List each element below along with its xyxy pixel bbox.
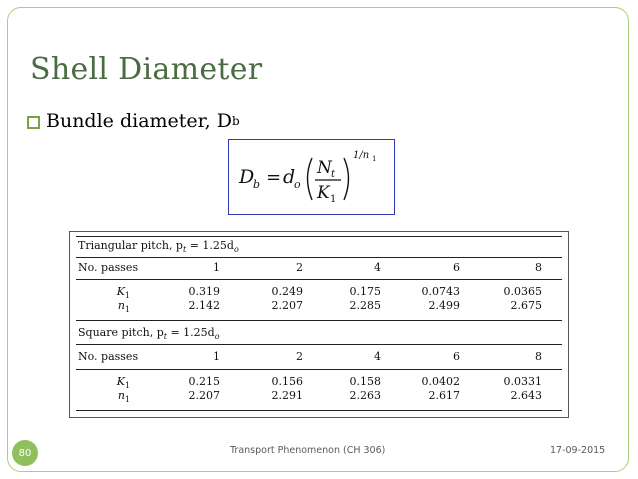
section-heading-tail-sub: o xyxy=(233,245,239,255)
right-paren xyxy=(344,158,349,200)
formula-equals: = xyxy=(266,167,282,188)
passes-cell: 2 xyxy=(296,261,303,274)
footer-course: Transport Phenomenon (CH 306) xyxy=(230,445,386,456)
formula-denominator-sub: 1 xyxy=(330,194,337,205)
k1-cell: 0.0331 xyxy=(503,375,542,388)
formula-d: d xyxy=(283,166,296,188)
section-heading-tail: = 1.25d xyxy=(166,326,215,339)
bundle-diameter-formula xyxy=(228,139,395,215)
n1-label: $n_1$ xyxy=(117,389,130,405)
passes-label: No. passes xyxy=(78,350,139,363)
k1-cell: 0.0365 xyxy=(503,285,542,298)
passes-cell: 1 xyxy=(213,261,220,274)
passes-cell: 2 xyxy=(296,350,303,363)
formula-graphic xyxy=(229,140,393,213)
section-heading-sub: t xyxy=(163,332,167,342)
table-rule xyxy=(76,369,562,370)
k1-label: $K_1$ xyxy=(116,375,130,391)
passes-row xyxy=(78,350,560,363)
passes-cell: 6 xyxy=(453,350,460,363)
section-heading-tail-sub: o xyxy=(214,332,220,342)
formula-denominator: K xyxy=(317,183,330,203)
passes-cell: 4 xyxy=(374,261,381,274)
k1-cell: 0.215 xyxy=(188,375,220,388)
table-rule xyxy=(76,279,562,280)
passes-row xyxy=(78,261,560,274)
formula-numerator-sub: t xyxy=(331,169,336,180)
passes-cell: 4 xyxy=(374,350,381,363)
page-number-badge: 80 xyxy=(12,440,38,466)
bullet-text: Bundle diameter, D xyxy=(46,110,232,132)
k1-cell: 0.175 xyxy=(349,285,381,298)
n1-cell: 2.142 xyxy=(188,299,220,312)
section-heading-text: Square pitch, p xyxy=(78,326,164,339)
table-rule xyxy=(76,257,562,258)
n1-label: $n_1$ xyxy=(117,299,130,315)
bullet-subscript: b xyxy=(231,114,240,128)
formula-numerator: N xyxy=(317,158,332,178)
k1-cell: 0.0402 xyxy=(421,375,460,388)
passes-cell: 1 xyxy=(213,350,220,363)
left-paren xyxy=(308,158,313,200)
passes-label: No. passes xyxy=(78,261,139,274)
formula-d-sub: o xyxy=(294,178,301,191)
passes-cell: 8 xyxy=(535,350,542,363)
passes-cell: 8 xyxy=(535,261,542,274)
k1-cell: 0.158 xyxy=(349,375,381,388)
section-heading-square xyxy=(78,326,560,341)
n1-cell: 2.207 xyxy=(188,389,220,402)
formula-exponent-sub: 1 xyxy=(372,155,377,163)
n1-cell: 2.643 xyxy=(510,389,542,402)
table-rule xyxy=(76,236,562,237)
section-heading-sub: t xyxy=(182,245,187,255)
n1-cell: 2.285 xyxy=(349,299,381,312)
table-rule xyxy=(76,410,562,411)
k1-cell: 0.156 xyxy=(271,375,303,388)
k1-label: $K_1$ xyxy=(116,285,130,301)
footer-date: 17-09-2015 xyxy=(550,445,606,456)
slide-title: Shell Diameter xyxy=(30,52,263,87)
n1-cell: 2.263 xyxy=(349,389,381,402)
formula-lhs: D xyxy=(239,166,255,188)
tube-bundle-constants-table xyxy=(69,231,569,418)
formula-exponent: 1/n xyxy=(353,150,370,161)
square-bullet-icon xyxy=(27,116,40,129)
k1-cell: 0.0743 xyxy=(421,285,460,298)
n1-cell: 2.291 xyxy=(271,389,303,402)
bullet-item xyxy=(27,110,240,132)
section-heading-tail: = 1.25d xyxy=(186,239,234,252)
formula-lhs-sub: b xyxy=(253,178,261,191)
n1-cell: 2.499 xyxy=(428,299,460,312)
k1-cell: 0.249 xyxy=(271,285,303,298)
n1-cell: 2.617 xyxy=(428,389,460,402)
section-heading-text: Triangular pitch, p xyxy=(78,239,183,252)
table-rule xyxy=(76,320,562,321)
passes-cell: 6 xyxy=(453,261,460,274)
k1-cell: 0.319 xyxy=(188,285,220,298)
table-rule xyxy=(76,344,562,345)
n1-cell: 2.207 xyxy=(271,299,303,312)
section-heading-triangular xyxy=(78,239,560,254)
n1-cell: 2.675 xyxy=(510,299,542,312)
